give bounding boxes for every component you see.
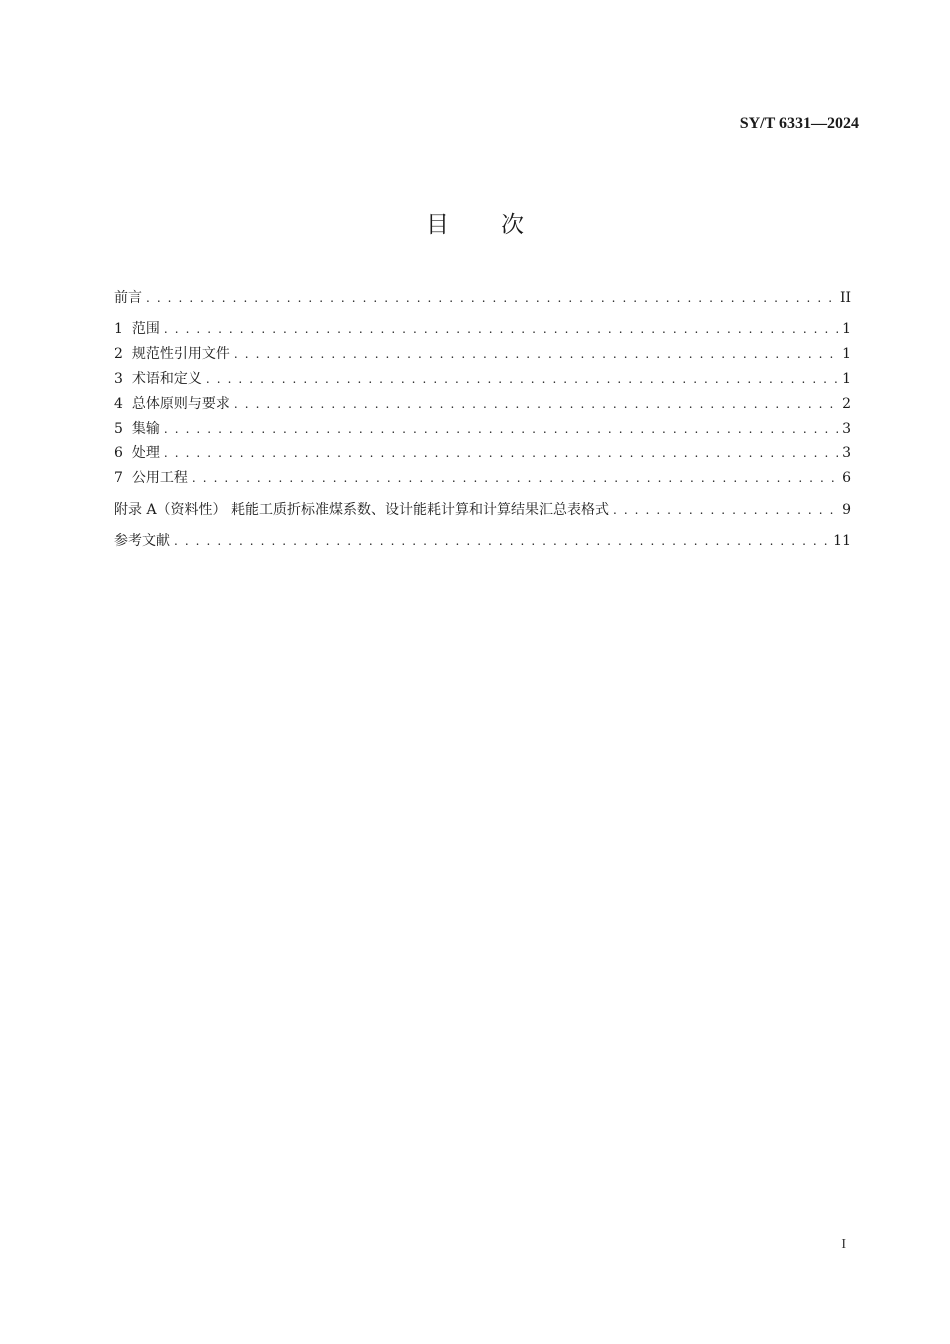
toc-leader-dots	[164, 318, 838, 340]
toc-leader-dots	[234, 343, 838, 365]
toc-entry-bibliography[interactable]	[114, 530, 851, 552]
toc-entry-label: 规范性引用文件	[131, 346, 230, 362]
toc-entry-page: II	[839, 290, 851, 306]
toc-entry-normative-references[interactable]	[114, 343, 851, 365]
page-number: I	[841, 1237, 846, 1252]
toc-leader-dots	[164, 418, 838, 440]
toc-entry-number: 1	[114, 321, 123, 337]
toc-leader-dots	[164, 442, 838, 464]
toc-entry-appendix-a[interactable]	[114, 499, 851, 521]
toc-entry-label: 集输	[131, 421, 160, 437]
page-title	[0, 205, 950, 245]
toc-leader-dots	[206, 368, 838, 390]
toc-entry-page: 1	[842, 346, 851, 362]
toc-entry-number: 5	[114, 421, 123, 437]
toc-entry-number: 7	[114, 470, 123, 486]
toc-entry-number: 4	[114, 396, 123, 412]
toc-entry-number: 3	[114, 371, 123, 387]
toc-leader-dots	[146, 287, 836, 309]
toc-entry-page: 2	[842, 396, 851, 412]
toc-entry-general-principles[interactable]	[114, 393, 851, 415]
toc-entry-label: 公用工程	[131, 470, 188, 486]
toc-entry-page: 1	[842, 371, 851, 387]
toc-entry-number: 6	[114, 445, 123, 461]
title-char-1: 目	[426, 212, 449, 238]
toc-leader-dots	[613, 499, 838, 521]
toc-entry-page: 9	[842, 502, 851, 518]
toc-entry-terms-definitions[interactable]	[114, 368, 851, 390]
toc-entry-page: 6	[842, 470, 851, 486]
toc-entry-label: 范围	[131, 321, 160, 337]
toc-entry-utilities[interactable]	[114, 467, 851, 489]
toc-entry-page: 11	[833, 533, 851, 549]
toc-entry-page: 3	[842, 445, 851, 461]
toc-entry-label: 参考文献	[114, 533, 170, 549]
toc-entry-number: 2	[114, 346, 123, 362]
title-char-2: 次	[501, 212, 524, 238]
toc-leader-dots	[192, 467, 838, 489]
toc-leader-dots	[174, 530, 829, 552]
toc-entry-label: 术语和定义	[131, 371, 202, 387]
toc-entry-processing[interactable]	[114, 442, 851, 464]
toc-leader-dots	[234, 393, 838, 415]
toc-entry-foreword[interactable]	[114, 287, 851, 309]
toc-entry-gathering[interactable]	[114, 418, 851, 440]
toc-entry-label: 总体原则与要求	[131, 396, 230, 412]
toc-entry-page: 1	[842, 321, 851, 337]
toc-entry-label: 附录 A（资料性） 耗能工质折标准煤系数、设计能耗计算和计算结果汇总表格式	[114, 502, 610, 518]
toc-entry-page: 3	[842, 421, 851, 437]
toc-entry-label: 处理	[131, 445, 160, 461]
toc-entry-label: 前言	[114, 290, 142, 306]
standard-code: SY/T 6331—2024	[739, 115, 859, 132]
toc-entry-scope[interactable]	[114, 318, 851, 340]
